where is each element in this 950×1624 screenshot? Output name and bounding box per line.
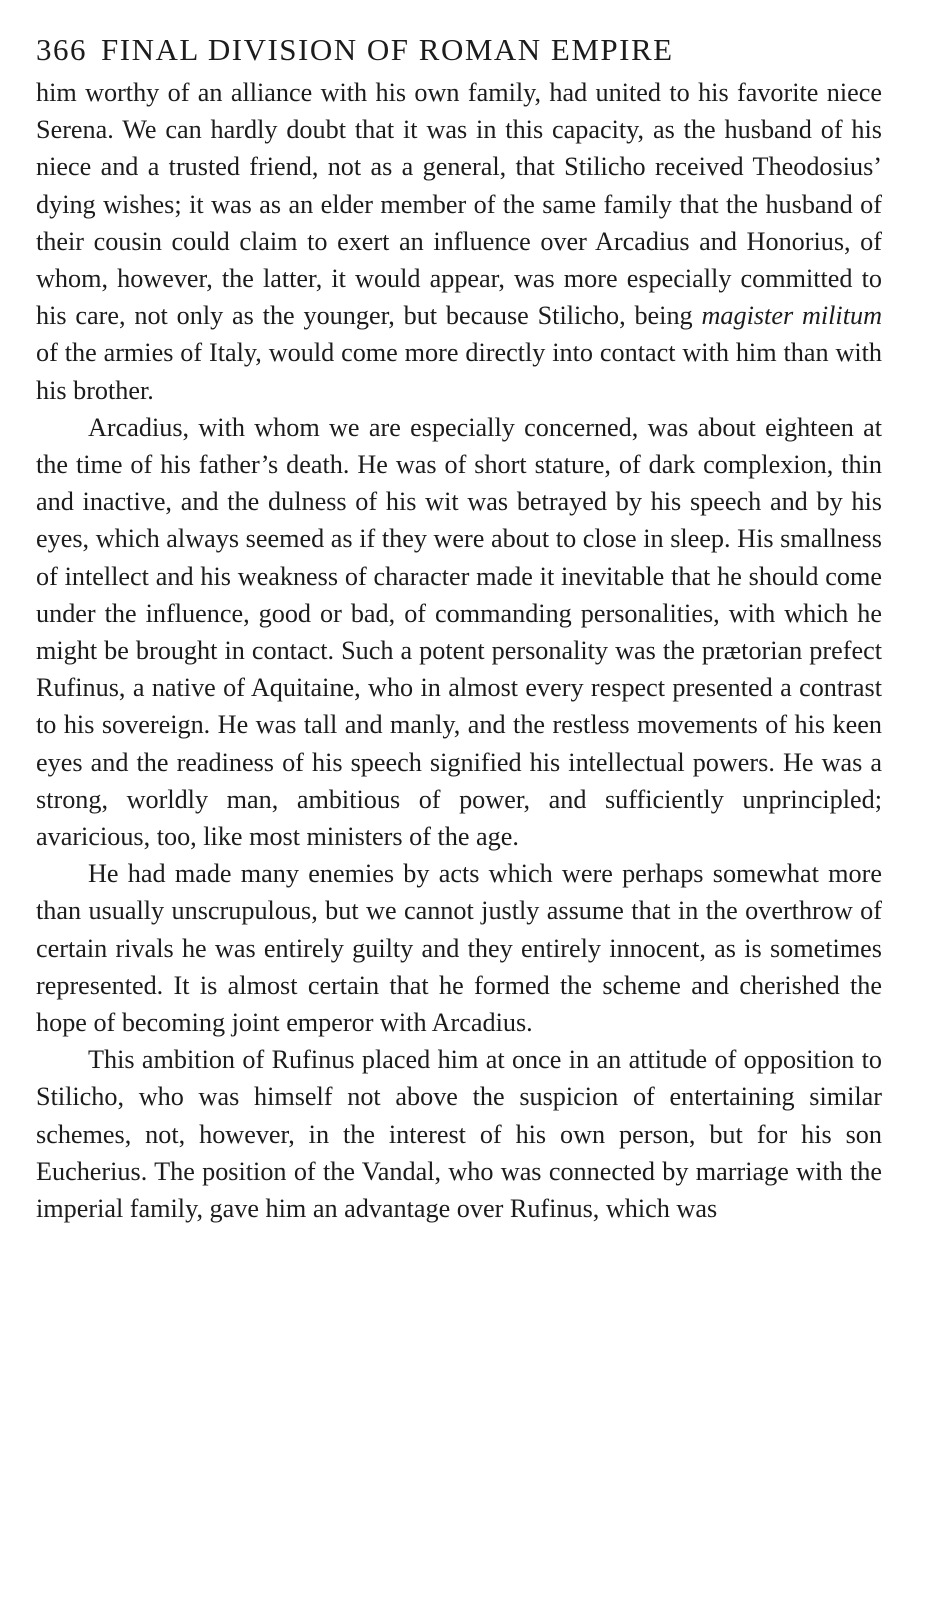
running-head <box>36 26 882 74</box>
paragraph-1-text-b: of the armies of Italy, would come more directly into contact with him than with his brother. <box>36 338 882 405</box>
paragraph-3-text: He had made many enemies by acts which were perhaps somewhat more than usually unscrupulous, but we cannot justly assume that in the overthrow of certain rivals he was entirely guilty and they entirely innocent, as is sometimes represented. It is almost certain that he formed the scheme and cherished the hope of becoming joint emperor with Arcadius. <box>36 859 882 1038</box>
paragraph-2 <box>36 409 882 855</box>
book-page <box>36 26 882 1227</box>
paragraph-2-text: Arcadius, with whom we are especially concerned, was about eighteen at the time of his father’s death. He was of short stature, of dark complexion, thin and inactive, and the dulness of his wit was betrayed by his speech and by his eyes, which always seemed as if they were about to close in sleep. His smallness of intellect and his weakness of character made it inevitable that he should come under the influence, good or bad, of commanding personalities, with which he might be brought in contact. Such a potent personality was the prætorian prefect Rufinus, a native of Aquitaine, who in almost every respect presented a contrast to his sovereign. He was tall and manly, and the restless movements of his keen eyes and the readiness of his speech signified his intellectual powers. He was a strong, worldly man, ambitious of power, and sufficiently unprincipled; avaricious, too, like most ministers of the age. <box>36 412 882 852</box>
page-number: 366 <box>36 32 87 67</box>
body-text <box>36 74 882 1227</box>
italic-term-magister-militum: magister militum <box>701 301 882 331</box>
paragraph-4-text: This ambition of Rufinus placed him at once in an attitude of opposition to Stilicho, who was himself not above the suspicion of entertaining similar schemes, not, however, in the interest of his own person, but for his son Eucherius. The position of the Vandal, who was connected by marriage with the imperial family, gave him an advantage over Rufinus, which was <box>36 1045 882 1224</box>
paragraph-1 <box>36 74 882 409</box>
paragraph-3 <box>36 855 882 1041</box>
running-title: FINAL DIVISION OF ROMAN EMPIRE <box>101 32 674 67</box>
paragraph-1-text-a: him worthy of an alliance with his own family, had united to his favorite niece Serena. We can hardly doubt that it was in this capacity, as the husband of his niece and a trusted friend, not as a general, that Stilicho received Theodosius’ dying wishes; it was as an elder member of the same family that the husband of their cousin could claim to exert an influence over Arcadius and Honorius, of whom, however, the latter, it would appear, was more especially committed to his care, not only as the younger, but because Stilicho, being <box>36 78 882 331</box>
paragraph-4 <box>36 1041 882 1227</box>
